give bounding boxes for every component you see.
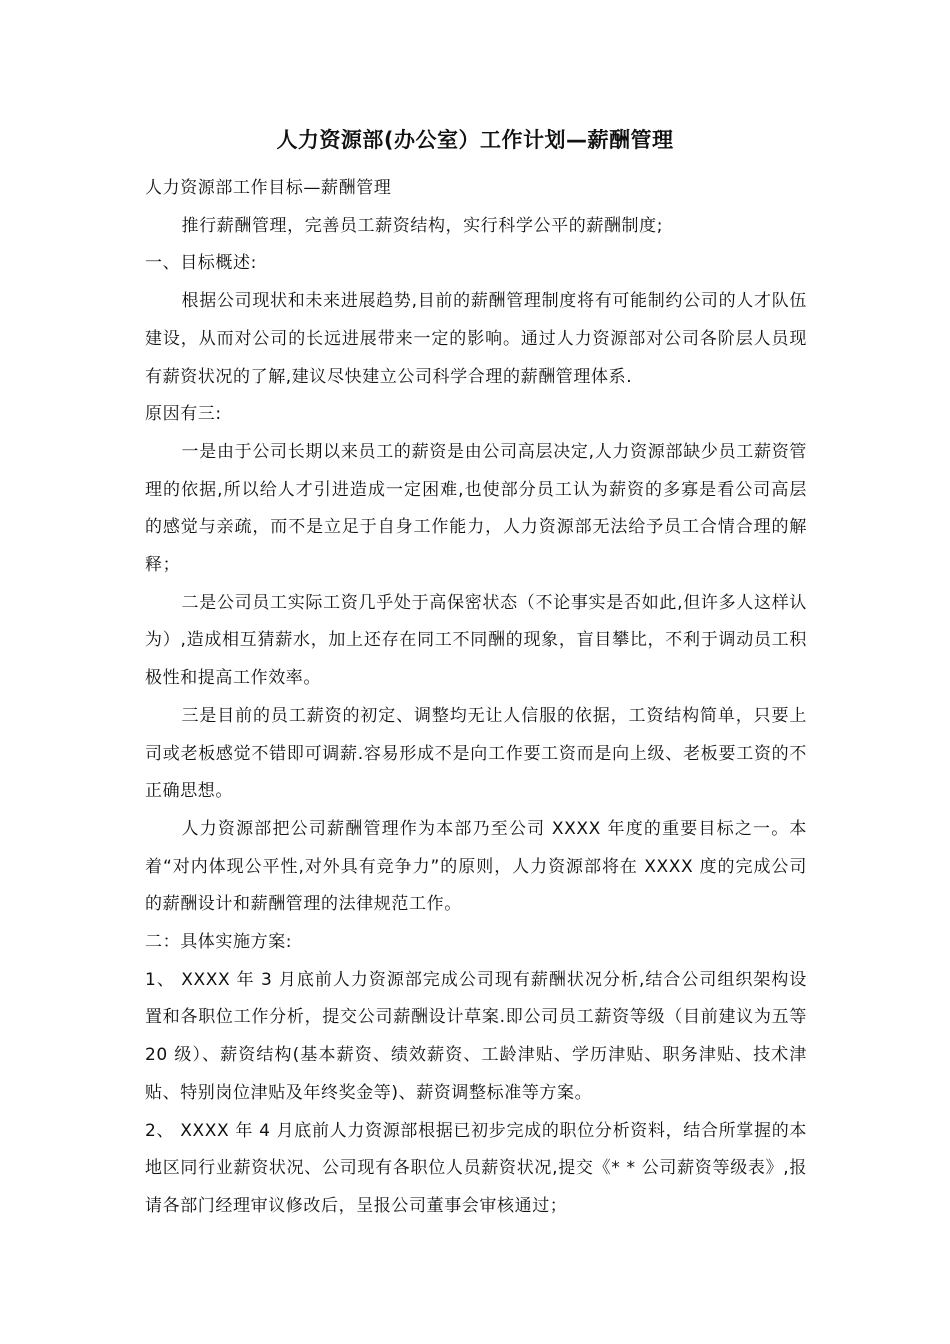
paragraph-annual-goal: 人力资源部把公司薪酬管理作为本部乃至公司 XXXX 年度的重要目标之一。本着“对内体现公平性,对外具有竞争力”的原则，人力资源部将在 XXXX 度的完成公司的薪酬设计和薪酬管理的法律规范工作。 <box>145 818 807 915</box>
document-title: 人力资源部(办公室）工作计划—薪酬管理 <box>276 128 674 152</box>
paragraph-overview: 根据公司现状和未来进展趋势,目前的薪酬管理制度将有可能制约公司的人才队伍建设，从而对公司的长远进展带来一定的影响。通过人力资源部对公司各阶层人员现有薪资状况的了解,建议尽快建立公司科学合理的薪酬管理体系. <box>145 291 807 387</box>
section-heading-overview: 一、目标概述: <box>145 253 257 274</box>
paragraph-reason-one: 一是由于公司长期以来员工的薪资是由公司高层决定,人力资源部缺少员工薪资管理的依据,所以给人才引进造成一定困难,也使部分员工认为薪资的多寡是看公司高层的感觉与亲疏，而不是立足于自身工作能力，人力资源部无法给予员工合情合理的解释； <box>145 441 807 576</box>
section-heading-goal: 人力资源部工作目标—薪酬管理 <box>145 178 392 198</box>
list-item-plan-2: 2、 XXXX 年 4 月底前人力资源部根据已初步完成的职位分析资料，结合所掌握的本地区同行业薪资状况、公司现有各职位人员薪资状况,提交《* * 公司薪资等级表》,报请各部门经理审议修改后，呈报公司董事会审核通过； <box>145 1120 807 1216</box>
paragraph-reason-two: 二是公司员工实际工资几乎处于高保密状态（不论事实是否如此,但许多人这样认为）,造成相互猜薪水，加上还存在同工不同酬的现象，盲目攀比，不利于调动员工积极性和提高工作效率。 <box>145 592 807 689</box>
paragraph-goal-statement: 推行薪酬管理，完善员工薪资结构，实行科学公平的薪酬制度; <box>181 215 664 236</box>
document-body <box>145 170 807 1226</box>
paragraph-reason-three: 三是目前的员工薪资的初定、调整均无让人信服的依据，工资结构简单，只要上司或老板感觉不错即可调薪.容易形成不是向工作要工资而是向上级、老板要工资的不正确思想。 <box>145 705 807 802</box>
section-heading-plan: 二：具体实施方案: <box>145 932 293 953</box>
list-item-plan-1: 1、 XXXX 年 3 月底前人力资源部完成公司现有薪酬状况分析,结合公司组织架构设置和各职位工作分析，提交公司薪酬设计草案.即公司员工薪资等级（目前建议为五等 20 级）、薪资结构(基本薪资、绩效薪资、工龄津贴、学历津贴、职务津贴、技术津贴、特别岗位津贴及年终奖金等)、薪资调整标准等方案。 <box>145 969 807 1103</box>
paragraph-reasons-heading: 原因有三: <box>145 404 222 425</box>
